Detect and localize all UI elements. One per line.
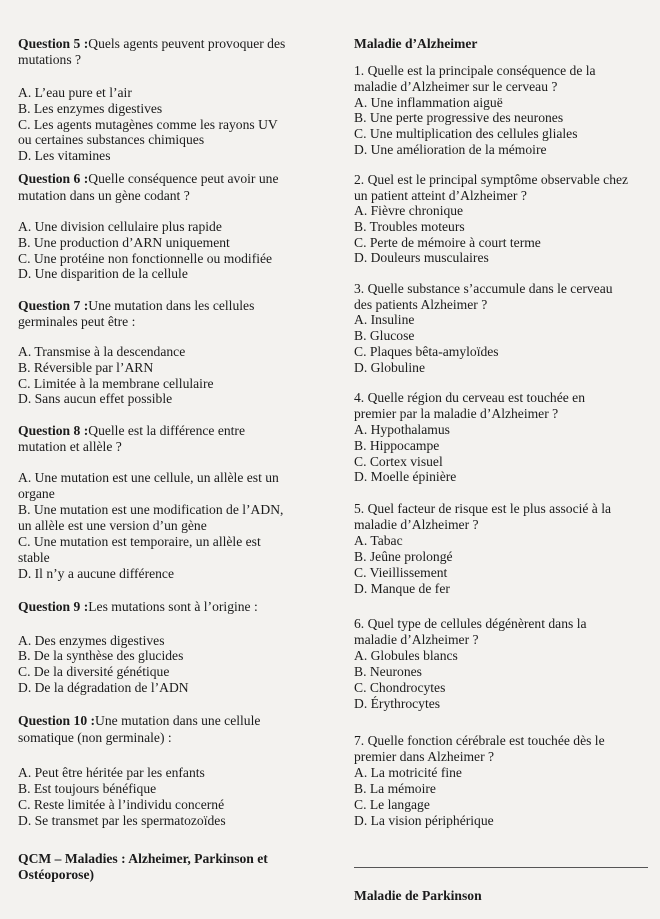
- alzheimer-question-1-cont: maladie d’Alzheimer sur le cerveau ?: [354, 79, 558, 94]
- alzheimer-q1-option-b: B. Une perte progressive des neurones: [354, 110, 564, 125]
- alzheimer-q4-option-a: A. Hypothalamus: [354, 422, 450, 437]
- question-8-option-c-cont: stable: [18, 550, 50, 565]
- question-5-prompt-cont: mutations ?: [18, 52, 82, 67]
- alzheimer-q7-option-b: B. La mémoire: [354, 781, 436, 796]
- alzheimer-q6-option-d: D. Érythrocytes: [354, 696, 441, 711]
- alzheimer-question-3-cont: des patients Alzheimer ?: [354, 297, 488, 312]
- alzheimer-question-5: 5. Quel facteur de risque est le plus associé à la: [354, 501, 612, 516]
- alzheimer-q1-option-a: A. Une inflammation aiguë: [354, 95, 503, 110]
- alzheimer-question-7-cont: premier dans Alzheimer ?: [354, 749, 495, 764]
- alzheimer-q5-option-d: D. Manque de fer: [354, 581, 450, 596]
- question-7-prompt-cont: germinales peut être :: [18, 314, 136, 329]
- alzheimer-q6-option-a: A. Globules blancs: [354, 648, 458, 663]
- question-8-option-c: C. Une mutation est temporaire, un allèle est: [18, 534, 261, 549]
- alzheimer-q7-option-d: D. La vision périphérique: [354, 813, 494, 828]
- question-5-prompt: Question 5 :Quels agents peuvent provoquer des: [18, 36, 286, 51]
- alzheimer-q6-option-b: B. Neurones: [354, 664, 422, 679]
- alzheimer-question-6: 6. Quel type de cellules dégénèrent dans la: [354, 616, 587, 631]
- alzheimer-q4-option-c: C. Cortex visuel: [354, 454, 443, 469]
- question-9-prompt: Question 9 :Les mutations sont à l’origine :: [18, 599, 258, 614]
- question-5-option-c-cont: ou certaines substances chimiques: [18, 132, 205, 147]
- question-6-option-b: B. Une production d’ARN uniquement: [18, 235, 230, 250]
- question-8-option-d: D. Il n’y a aucune différence: [18, 566, 174, 581]
- question-10-prompt-cont: somatique (non germinale) :: [18, 730, 172, 745]
- alzheimer-q5-option-b: B. Jeûne prolongé: [354, 549, 453, 564]
- question-7-option-c: C. Limitée à la membrane cellulaire: [18, 376, 214, 391]
- question-5-option-c: C. Les agents mutagènes comme les rayons UV: [18, 117, 278, 132]
- alzheimer-q2-option-a: A. Fièvre chronique: [354, 203, 464, 218]
- qcm-heading: QCM – Maladies : Alzheimer, Parkinson et: [18, 851, 268, 866]
- question-9-option-a: A. Des enzymes digestives: [18, 633, 165, 648]
- question-10-prompt: Question 10 :Une mutation dans une cellule: [18, 713, 261, 728]
- alzheimer-q7-option-c: C. Le langage: [354, 797, 430, 812]
- alzheimer-question-3: 3. Quelle substance s’accumule dans le cerveau: [354, 281, 613, 296]
- question-8-option-b: B. Une mutation est une modification de l’ADN,: [18, 502, 284, 517]
- question-5-option-d: D. Les vitamines: [18, 148, 111, 163]
- question-10-option-b: B. Est toujours bénéfique: [18, 781, 157, 796]
- parkinson-section-title: Maladie de Parkinson: [354, 888, 482, 903]
- alzheimer-q5-option-c: C. Vieillissement: [354, 565, 448, 580]
- alzheimer-question-2-cont: un patient atteint d’Alzheimer ?: [354, 188, 527, 203]
- question-10-option-a: A. Peut être héritée par les enfants: [18, 765, 205, 780]
- alzheimer-question-6-cont: maladie d’Alzheimer ?: [354, 632, 479, 647]
- alzheimer-q1-option-c: C. Une multiplication des cellules gliales: [354, 126, 578, 141]
- question-8-option-a-cont: organe: [18, 486, 55, 501]
- question-5-option-a: A. L’eau pure et l’air: [18, 85, 132, 100]
- question-7-option-b: B. Réversible par l’ARN: [18, 360, 154, 375]
- question-6-prompt: Question 6 :Quelle conséquence peut avoir une: [18, 171, 279, 186]
- question-6-prompt-cont: mutation dans un gène codant ?: [18, 188, 190, 203]
- question-7-prompt: Question 7 :Une mutation dans les cellules: [18, 298, 255, 313]
- question-5-option-b: B. Les enzymes digestives: [18, 101, 163, 116]
- alzheimer-q1-option-d: D. Une amélioration de la mémoire: [354, 142, 547, 157]
- question-7-option-d: D. Sans aucun effet possible: [18, 391, 173, 406]
- qcm-heading-cont: Ostéoporose): [18, 867, 95, 882]
- alzheimer-question-5-cont: maladie d’Alzheimer ?: [354, 517, 479, 532]
- alzheimer-q3-option-a: A. Insuline: [354, 312, 415, 327]
- question-8-prompt: Question 8 :Quelle est la différence entre: [18, 423, 245, 438]
- alzheimer-q3-option-b: B. Glucose: [354, 328, 415, 343]
- question-10-option-c: C. Reste limitée à l’individu concerné: [18, 797, 225, 812]
- question-6-option-c: C. Une protéine non fonctionnelle ou modifiée: [18, 251, 273, 266]
- alzheimer-q2-option-d: D. Douleurs musculaires: [354, 250, 489, 265]
- alzheimer-q4-option-b: B. Hippocampe: [354, 438, 440, 453]
- question-7-option-a: A. Transmise à la descendance: [18, 344, 186, 359]
- question-6-option-d: D. Une disparition de la cellule: [18, 266, 188, 281]
- alzheimer-section-title: Maladie d’Alzheimer: [354, 36, 478, 51]
- question-8-prompt-cont: mutation et allèle ?: [18, 439, 122, 454]
- section-divider: [354, 867, 648, 868]
- question-8-option-a: A. Une mutation est une cellule, un allèle est un: [18, 470, 279, 485]
- question-8-option-b-cont: un allèle est une version d’un gène: [18, 518, 207, 533]
- alzheimer-question-7: 7. Quelle fonction cérébrale est touchée dès le: [354, 733, 605, 748]
- alzheimer-q6-option-c: C. Chondrocytes: [354, 680, 446, 695]
- alzheimer-q2-option-c: C. Perte de mémoire à court terme: [354, 235, 541, 250]
- alzheimer-question-1: 1. Quelle est la principale conséquence de la: [354, 63, 596, 78]
- alzheimer-q4-option-d: D. Moelle épinière: [354, 469, 457, 484]
- question-10-option-d: D. Se transmet par les spermatozoïdes: [18, 813, 226, 828]
- alzheimer-q3-option-c: C. Plaques bêta-amyloïdes: [354, 344, 499, 359]
- alzheimer-question-4-cont: premier par la maladie d’Alzheimer ?: [354, 406, 559, 421]
- alzheimer-q5-option-a: A. Tabac: [354, 533, 403, 548]
- question-9-option-d: D. De la dégradation de l’ADN: [18, 680, 189, 695]
- question-6-option-a: A. Une division cellulaire plus rapide: [18, 219, 222, 234]
- alzheimer-question-4: 4. Quelle région du cerveau est touchée en: [354, 390, 585, 405]
- question-9-option-b: B. De la synthèse des glucides: [18, 648, 184, 663]
- alzheimer-question-2: 2. Quel est le principal symptôme observable chez: [354, 172, 629, 187]
- question-9-option-c: C. De la diversité génétique: [18, 664, 170, 679]
- alzheimer-q7-option-a: A. La motricité fine: [354, 765, 462, 780]
- alzheimer-q2-option-b: B. Troubles moteurs: [354, 219, 465, 234]
- alzheimer-q3-option-d: D. Globuline: [354, 360, 425, 375]
